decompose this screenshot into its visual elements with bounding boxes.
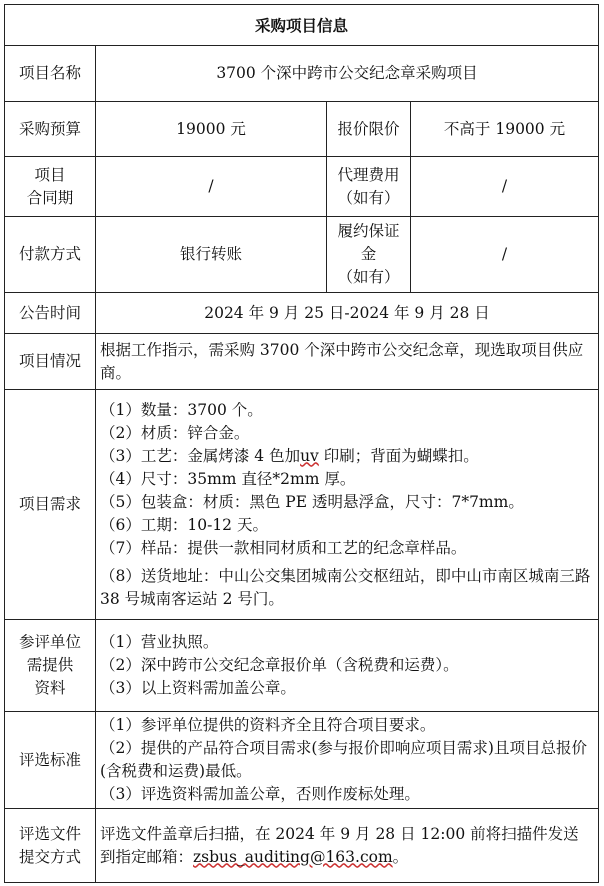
- performance-bond-label-line2: 金: [360, 245, 377, 263]
- agency-fee-value: /: [411, 157, 599, 217]
- budget-value: 19000 元: [96, 102, 327, 157]
- material-item: （3）以上资料需加盖公章。: [100, 679, 296, 697]
- project-status-value: 根据工作指示，需采购 3700 个深中跨市公交纪念章，现选取项目供应商。: [96, 334, 599, 390]
- materials-label-line2: 需提供: [26, 656, 74, 674]
- submission-value: [96, 809, 599, 883]
- submission-label-line2: 提交方式: [18, 847, 81, 866]
- requirement-item: （5）包装盒：材质：黑色 PE 透明悬浮盒，尺寸：7*7mm。: [100, 492, 524, 511]
- requirements-label: 项目需求: [5, 390, 96, 620]
- price-limit-value: 不高于 19000 元: [411, 102, 599, 157]
- requirement-item: （6）工期：10-12 天。: [100, 515, 268, 534]
- agency-fee-label-line2: （如有）: [337, 188, 400, 207]
- performance-bond-label-line1: 履约保证: [337, 222, 400, 240]
- table-title: 采购项目信息: [5, 5, 599, 46]
- project-name-value: 3700 个深中跨市公交纪念章采购项目: [96, 46, 599, 102]
- material-item: （1）营业执照。: [100, 633, 219, 651]
- payment-label: 付款方式: [5, 217, 96, 293]
- material-item: （2）深中跨市公交纪念章报价单（含税费和运费）。: [100, 656, 459, 674]
- performance-bond-label-line3: （如有）: [337, 268, 400, 286]
- procurement-info-table: [4, 4, 599, 883]
- submission-label-line1: 评选文件: [18, 824, 81, 843]
- performance-bond-label: [327, 217, 411, 293]
- project-status-label: 项目情况: [5, 334, 96, 390]
- criteria-item: （1）参评单位提供的资料齐全且符合项目要求。: [100, 716, 436, 734]
- requirements-list: [96, 390, 599, 620]
- criteria-item: （2）提供的产品符合项目需求(参与报价即响应项目需求)且项目总报价(含税费和运费)最低。: [100, 739, 587, 780]
- materials-list: [96, 620, 599, 712]
- performance-bond-value: /: [411, 217, 599, 293]
- announce-time-label: 公告时间: [5, 293, 96, 334]
- requirement-item: （1）数量：3700 个。: [100, 400, 263, 419]
- submission-suffix: 。: [392, 847, 409, 866]
- criteria-label: 评选标准: [5, 712, 96, 809]
- submission-email: zsbus_auditing@163.com: [193, 847, 393, 866]
- requirement-item: （4）尺寸：35mm 直径*2mm 厚。: [100, 469, 356, 488]
- submission-text: 评选文件盖章后扫描，在 2024 年 9 月 28 日 12:00 前将扫描件发送到指定邮箱：: [100, 824, 579, 866]
- contract-period-value: /: [96, 157, 327, 217]
- materials-label-line3: 资料: [34, 679, 66, 697]
- requirement-item-text: （3）工艺：金属烤漆 4 色加: [100, 446, 301, 465]
- requirement-item-uv: uv: [300, 446, 319, 465]
- contract-period-label-line1: 项目: [34, 165, 66, 184]
- criteria-list: [96, 712, 599, 809]
- materials-label: [5, 620, 96, 712]
- submission-label: [5, 809, 96, 883]
- budget-label: 采购预算: [5, 102, 96, 157]
- criteria-item: （3）评选资料需加盖公章，否则作废标处理。: [100, 785, 420, 803]
- agency-fee-label-line1: 代理费用: [337, 165, 400, 184]
- agency-fee-label: [327, 157, 411, 217]
- payment-value: 银行转账: [96, 217, 327, 293]
- requirement-item-tail: 印刷；背面为蝴蝶扣。: [318, 446, 479, 465]
- project-name-label: 项目名称: [5, 46, 96, 102]
- price-limit-label: 报价限价: [327, 102, 411, 157]
- materials-label-line1: 参评单位: [18, 633, 81, 651]
- contract-period-label-line2: 合同期: [26, 188, 74, 207]
- contract-period-label: [5, 157, 96, 217]
- requirement-item: （2）材质：锌合金。: [100, 423, 250, 442]
- announce-time-value: 2024 年 9 月 25 日-2024 年 9 月 28 日: [96, 293, 599, 334]
- requirement-item: [100, 445, 594, 468]
- requirement-item: （7）样品：提供一款相同材质和工艺的纪念章样品。: [100, 538, 467, 557]
- requirement-item: （8）送货地址：中山公交集团城南公交枢纽站，即中山市南区城南三路 38 号城南客运站 2 号门。: [100, 566, 591, 608]
